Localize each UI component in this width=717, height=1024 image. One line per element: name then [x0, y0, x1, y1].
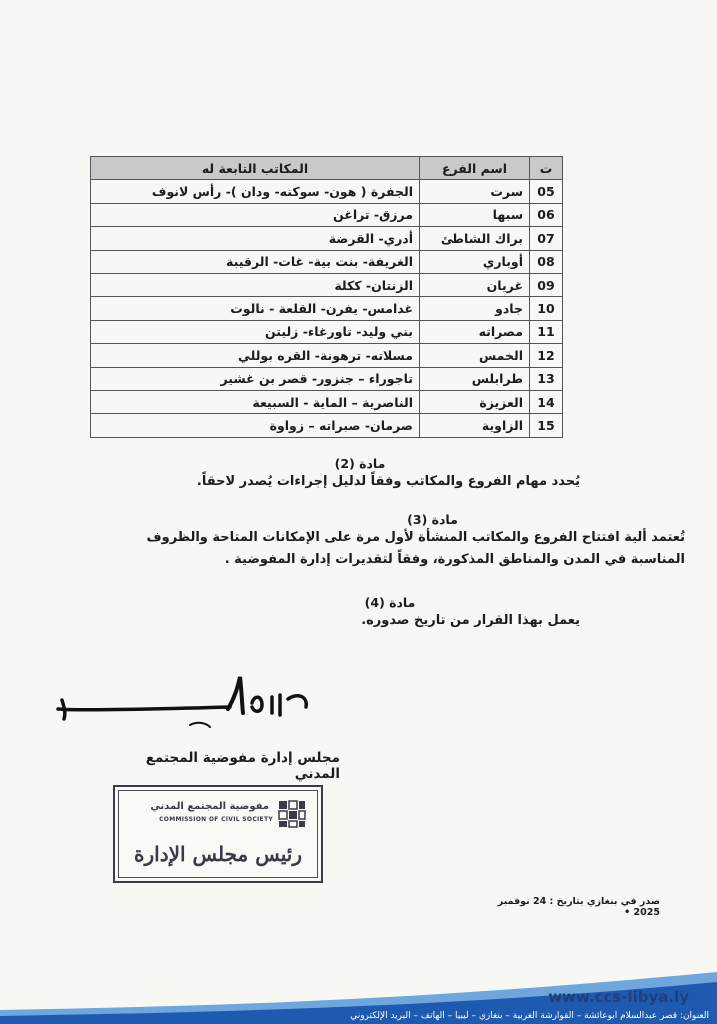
- row-branch: براك الشاطئ: [420, 227, 530, 250]
- article-3: [90, 512, 685, 571]
- stamp-org-arabic: مفوضية المجتمع المدني: [150, 801, 269, 812]
- article-4-text: يعمل بهذا القرار من تاريخ صدوره.: [361, 613, 580, 628]
- row-num: 09: [530, 273, 563, 296]
- table-row: [91, 390, 563, 413]
- commission-logo-icon: [277, 799, 307, 829]
- row-offices: صرمان- صبراته – زواوة: [91, 414, 420, 437]
- article-2: [140, 456, 580, 493]
- issue-date-note: [470, 896, 660, 918]
- article-3-line2: المناسبة في المدن والمناطق المذكورة، وفقاً لتقديرات إدارة المفوضية .: [224, 552, 685, 567]
- table-row: [91, 320, 563, 343]
- row-branch: غريان: [420, 273, 530, 296]
- article-2-title: مادة (2): [334, 456, 386, 471]
- row-offices: الغريفة- بنت بية- غات- الرقيبة: [91, 250, 420, 273]
- header-offices: المكاتب التابعة له: [91, 157, 420, 180]
- row-branch: الزاوية: [420, 414, 530, 437]
- row-num: 13: [530, 367, 563, 390]
- footer-website-link[interactable]: www.ccs-libya.ly: [548, 988, 689, 1006]
- row-num: 08: [530, 250, 563, 273]
- official-stamp: [113, 785, 323, 883]
- stamp-title: رئيس مجلس الإدارة: [134, 842, 302, 866]
- row-num: 12: [530, 344, 563, 367]
- row-num: 07: [530, 227, 563, 250]
- row-offices: مسلاته- ترهونة- القره بوللي: [91, 344, 420, 367]
- header-num: ت: [530, 157, 563, 180]
- table-row: [91, 273, 563, 296]
- stamp-org-english: COMMISSION OF CIVIL SOCIETY: [159, 816, 273, 823]
- table-row: [91, 344, 563, 367]
- row-offices: الجفرة ( هون- سوكنه- ودان )- رأس لانوف: [91, 180, 420, 203]
- row-num: 14: [530, 390, 563, 413]
- council-signature-title: مجلس إدارة مفوضية المجتمع المدني: [145, 750, 340, 782]
- row-branch: سبها: [420, 203, 530, 226]
- branches-table: [90, 156, 563, 438]
- row-branch: الخمس: [420, 344, 530, 367]
- signature: [40, 665, 360, 745]
- table-row: [91, 227, 563, 250]
- bullet-icon: •: [624, 907, 631, 918]
- header-branch: اسم الفرع: [420, 157, 530, 180]
- table-header-row: [91, 157, 563, 180]
- row-num: 11: [530, 320, 563, 343]
- branches-table-container: [90, 156, 563, 438]
- article-4-title: مادة (4): [364, 595, 416, 610]
- row-num: 06: [530, 203, 563, 226]
- row-offices: مرزق- تراغن: [91, 203, 420, 226]
- row-offices: الناصرية – الماية - السبيعة: [91, 390, 420, 413]
- article-3-line1: تُعتمد ألية افتتاح الفروع والمكاتب المنشأة لأول مرة على الإمكانات المتاحة والظروف: [146, 530, 685, 545]
- footer-address: العنوان: قصر عبدالسلام أبوعائشة – القوارشة الغربية – بنغازي – ليبيا – الهاتف – البريد الإلكتروني: [350, 1011, 709, 1021]
- article-4: [200, 595, 580, 632]
- issue-date-text: صدر في بنغازي بتاريخ : 24 نوفمبر 2025: [497, 896, 660, 918]
- row-branch: جادو: [420, 297, 530, 320]
- row-offices: تاجوراء – جنزور- قصر بن غشير: [91, 367, 420, 390]
- row-num: 05: [530, 180, 563, 203]
- row-branch: أوباري: [420, 250, 530, 273]
- row-branch: طرابلس: [420, 367, 530, 390]
- row-offices: بني وليد- تاورغاء- زليتن: [91, 320, 420, 343]
- row-num: 10: [530, 297, 563, 320]
- table-row: [91, 367, 563, 390]
- row-offices: أدري- القرضة: [91, 227, 420, 250]
- row-offices: غدامس- يفرن- القلعة - نالوت: [91, 297, 420, 320]
- article-3-title: مادة (3): [407, 512, 458, 527]
- row-branch: مصراته: [420, 320, 530, 343]
- table-row: [91, 297, 563, 320]
- table-row: [91, 250, 563, 273]
- row-num: 15: [530, 414, 563, 437]
- table-row: [91, 180, 563, 203]
- row-offices: الزنتان- ككلة: [91, 273, 420, 296]
- table-row: [91, 203, 563, 226]
- article-2-text: يُحدد مهام الفروع والمكاتب وفقاً لدليل إجراءات يُصدر لاحقاً.: [196, 474, 580, 489]
- table-row: [91, 414, 563, 437]
- row-branch: العزيزة: [420, 390, 530, 413]
- row-branch: سرت: [420, 180, 530, 203]
